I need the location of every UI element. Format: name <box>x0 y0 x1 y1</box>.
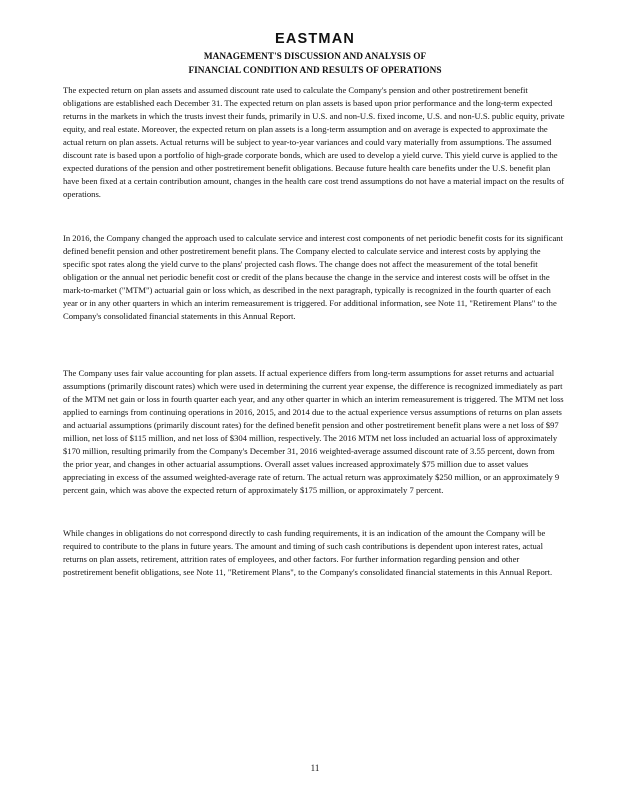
paragraph-expected-return: The expected return on plan assets and assumed discount rate used to calculate the Company's pension and other postretirement benefit obligations are established each December 31. The expected return on plan assets is based upon prior performance and the long-term expected returns in the markets in which the trusts invest their funds, primarily in U.S. and non-U.S. fixed income, U.S. and non-U.S. public equity, private equity, and real estate. Moreover, the expected return on plan assets is a long-term assumption and on average is expected to approximate the actual return on plan assets. Actual returns will be subject to year-to-year variances and could vary materially from assumptions. The assumed discount rate is based upon a portfolio of high-grade corporate bonds, which are used to develop a yield curve. This yield curve is applied to the expected durations of the pension and other postretirement benefit obligations. Because future health care benefits under the U.S. benefit plan have been fixed at a certain contribution amount, changes in the health care cost trend assumptions do not have a material impact on the results of operations. <box>63 85 565 199</box>
page-number: 11 <box>310 763 320 773</box>
company-logo: EASTMAN <box>274 31 356 47</box>
paragraph-funding-requirements: While changes in obligations do not correspond directly to cash funding requirements, it is an indication of the amount the Company will be required to contribute to the plans in future years. The amount and timing of such cash contributions is dependent upon interest rates, actual returns on plan assets, retirement, attrition rates of employees, and other factors. For further information regarding pension and other postretirement benefit obligations, see Note 11, "Retirement Plans", to the Company's consolidated financial statements in this Annual Report. <box>63 528 553 577</box>
page-title-line-1: MANAGEMENT'S DISCUSSION AND ANALYSIS OF <box>203 52 427 62</box>
page-title-line-2: FINANCIAL CONDITION AND RESULTS OF OPERATIONS <box>188 66 442 76</box>
paragraph-approach-change: In 2016, the Company changed the approach used to calculate service and interest cost components of net periodic benefit costs for its significant defined benefit pension and other postretirement benefit plans. The Company elected to calculate service and interest costs by applying the specific spot rates along the yield curve to the plans' projected cash flows. The change does not affect the measurement of the total benefit obligation or the annual net periodic benefit cost or credit of the plans because the change in the service and interest costs will be offset in the mark-to-market ("MTM") actuarial gain or loss which, as described in the next paragraph, typically is recognized in the fourth quarter of each year or in any other quarters in which an interim remeasurement is triggered. For additional information, see Note 11, "Retirement Plans" to the Company's consolidated financial statements in this Annual Report. <box>63 233 563 321</box>
paragraph-fair-value-accounting: The Company uses fair value accounting for plan assets. If actual experience differs from long-term assumptions for asset returns and actuarial assumptions (primarily discount rates) which were used in determining the current year expense, the difference is recognized immediately as part of the MTM net gain or loss in fourth quarter each year, and any other quarter in which an interim remeasurement is triggered. The MTM net loss applied to earnings from continuing operations in 2016, 2015, and 2014 due to the actual experience versus assumptions of returns on plan assets and actuarial assumptions (primarily discount rates) for the defined benefit pension and other postretirement benefit plans were a net loss of $97 million, net loss of $115 million, and net loss of $304 million, respectively. The 2016 MTM net loss included an actuarial loss of approximately $170 million, resulting primarily from the Company's December 31, 2016 weighted-average assumed discount rate of 3.55 percent, down from the prior year, and changes in other actuarial assumptions. Overall asset values increased approximately $75 million due to asset values appreciating in excess of the assumed weighted-average rate of return. The actual return was approximately $250 million, or an approximately 9 percent gain, which was above the expected return of approximately $175 million, or approximately 7 percent. <box>63 368 564 495</box>
